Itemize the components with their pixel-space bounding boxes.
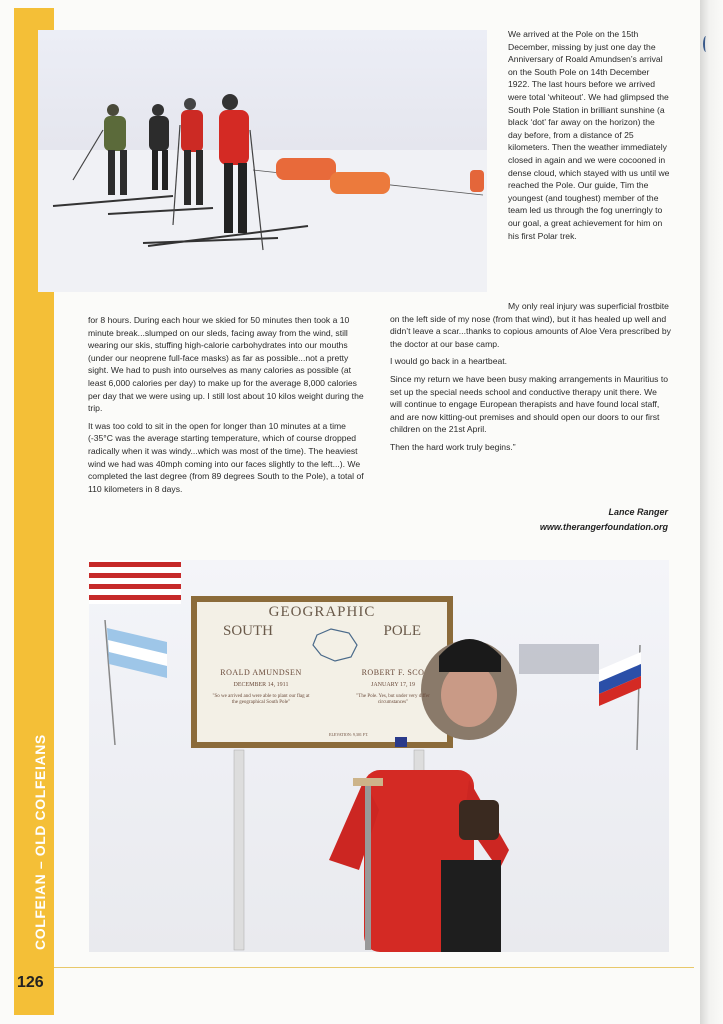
skiers-illustration xyxy=(38,30,487,292)
article-column-top-right xyxy=(508,28,671,247)
article-column-bottom-right xyxy=(390,300,671,459)
facing-page-edge-mark xyxy=(703,36,709,52)
sign-scott: ROBERT F. SCO JANUARY 17, 19 "The Pole. Yes, but under very differ circumstances" xyxy=(356,668,430,705)
sign-title: GEOGRAPHIC xyxy=(268,604,376,620)
sled xyxy=(276,158,336,180)
sign-amundsen: ROALD AMUNDSEN DECEMBER 14, 1911 "So we arrived and were able to plant our flag at the geographical South Pole" xyxy=(212,668,310,705)
paragraph: Since my return we have been busy making arrangements in Mauritius to set up the special needs school and conductive therapy unit there. We will continue to engage European therapists and have found local staff, and are now kitting-out premises and should open our doors to our first children on the 21st April. xyxy=(390,373,669,435)
us-flag xyxy=(89,560,181,604)
sign-subtitle xyxy=(197,623,447,640)
paragraph: Then the hard work truly begins.” xyxy=(390,441,516,452)
bottom-rule xyxy=(54,967,694,968)
section-label: COLFEIAN – OLD COLFEIANS xyxy=(32,734,48,950)
sign-south: SOUTH xyxy=(223,623,274,639)
paragraph: for 8 hours. During each hour we skied for 50 minutes then took a 10 minute break...slumped on our sleds, facing away from the wind, still wearing our skis, stuffing high-calorie carbohydrates into our mouths (under our neoprene full-face masks) as far as possible...not a pretty sight. We had to push into ourselves as many calories as possible (at least 6,000 calories per day) to make up for the average 8,000 calories per day that we were using up. I still lost about 10 kilos weight during the trip. xyxy=(88,315,364,414)
page-number: 126 xyxy=(17,974,44,991)
argentina-flag xyxy=(107,628,167,678)
russia-flag xyxy=(599,652,641,706)
skiers-photo xyxy=(38,30,487,292)
article-column-left xyxy=(88,314,370,500)
sign-text xyxy=(197,604,447,640)
paragraph: My only real injury was superficial frostbite on the left side of my nose (from that wind), but it has healed up well and didn’t leave a scar...thanks to copious amounts of Aloe Vera prescribed by the doctor at our base camp. xyxy=(390,301,671,349)
foundation-website: www.therangerfoundation.org xyxy=(539,522,668,532)
sled xyxy=(330,172,390,194)
sign-pole: POLE xyxy=(383,623,421,639)
paragraph: It was too cold to sit in the open for longer than 10 minutes at a time (-35°C was the average starting temperature, which of course dropped radically when it was windy...which was most of the time). The heaviest wind we had was 40mph coming into our faces slightly to the left...). We completed the last degree (from 89 degrees South to the Pole), a total of 110 kilometers in 8 days. xyxy=(88,420,364,494)
paragraph: We arrived at the Pole on the 15th December, missing by just one day the Anniversary of Roald Amundsen’s arrival on the South Pole on 14th December 1922. The last hours before we arrived were total ‘whiteout’. We had glimpsed the South Pole Station in brilliant sunshine (a black ‘dot’ far away on the horizon) the day before, from a distance of 25 kilometers. Then the weather immediately closed in again and we were cocooned in dense cloud, which stayed with us until we reached the Pole. Our guide, Tim the youngest (and toughest) member of the team led us through the fog unerringly to our goal, a great achievement for him on his first Polar trek. xyxy=(508,29,670,241)
south-pole-photo xyxy=(89,560,669,952)
page-spine-shadow xyxy=(700,0,723,1024)
author-name: Lance Ranger xyxy=(608,507,668,517)
sign-elevation: ELEVATION: 9,301 FT. xyxy=(329,732,369,737)
sled xyxy=(470,170,484,192)
signature-block xyxy=(470,505,668,535)
paragraph: I would go back in a heartbeat. xyxy=(390,356,508,367)
